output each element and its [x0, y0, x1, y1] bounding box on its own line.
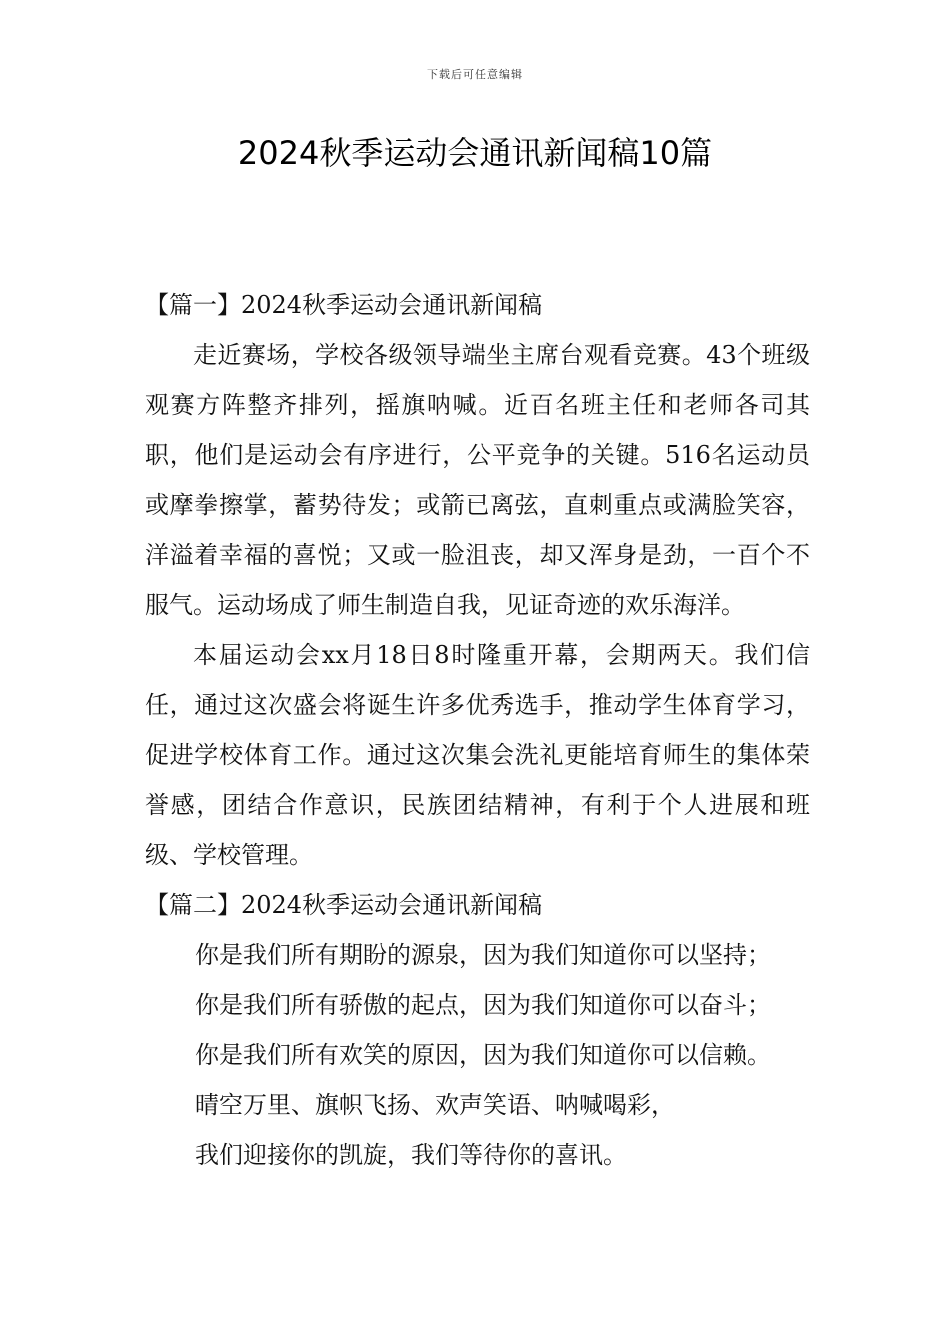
document-body [145, 280, 810, 1180]
section-2-line-1: 你是我们所有期盼的源泉，因为我们知道你可以坚持； [195, 941, 771, 969]
section-2-line-2: 你是我们所有骄傲的起点，因为我们知道你可以奋斗； [195, 991, 771, 1019]
section-heading-2: 【篇二】2024秋季运动会通讯新闻稿 [145, 891, 543, 919]
section-1-paragraph-1: 走近赛场，学校各级领导端坐主席台观看竞赛。43个班级观赛方阵整齐排列，摇旗呐喊。近百名班主任和老师各司其职，他们是运动会有序进行，公平竞争的关键。516名运动员或摩拳擦掌，蓄势待发；或箭已离弦，直刺重点或满脸笑容，洋溢着幸福的喜悦；又或一脸沮丧，却又浑身是劲，一百个不服气。运动场成了师生制造自我，见证奇迹的欢乐海洋。 [145, 341, 810, 619]
section-1-paragraph-2: 本届运动会xx月18日8时隆重开幕，会期两天。我们信任，通过这次盛会将诞生许多优秀选手，推动学生体育学习，促进学校体育工作。通过这次集会洗礼更能培育师生的集体荣誉感，团结合作意识，民族团结精神，有利于个人进展和班级、学校管理。 [145, 641, 810, 869]
section-2-line-5: 我们迎接你的凯旋，我们等待你的喜讯。 [195, 1141, 627, 1169]
header-note: 下载后可任意编辑 [427, 68, 523, 81]
section-2-line-4: 晴空万里、旗帜飞扬、欢声笑语、呐喊喝彩， [195, 1091, 675, 1119]
document-title: 2024秋季运动会通讯新闻稿10篇 [237, 134, 713, 172]
section-heading-1: 【篇一】2024秋季运动会通讯新闻稿 [145, 291, 543, 319]
section-2-line-3: 你是我们所有欢笑的原因，因为我们知道你可以信赖。 [195, 1041, 771, 1069]
